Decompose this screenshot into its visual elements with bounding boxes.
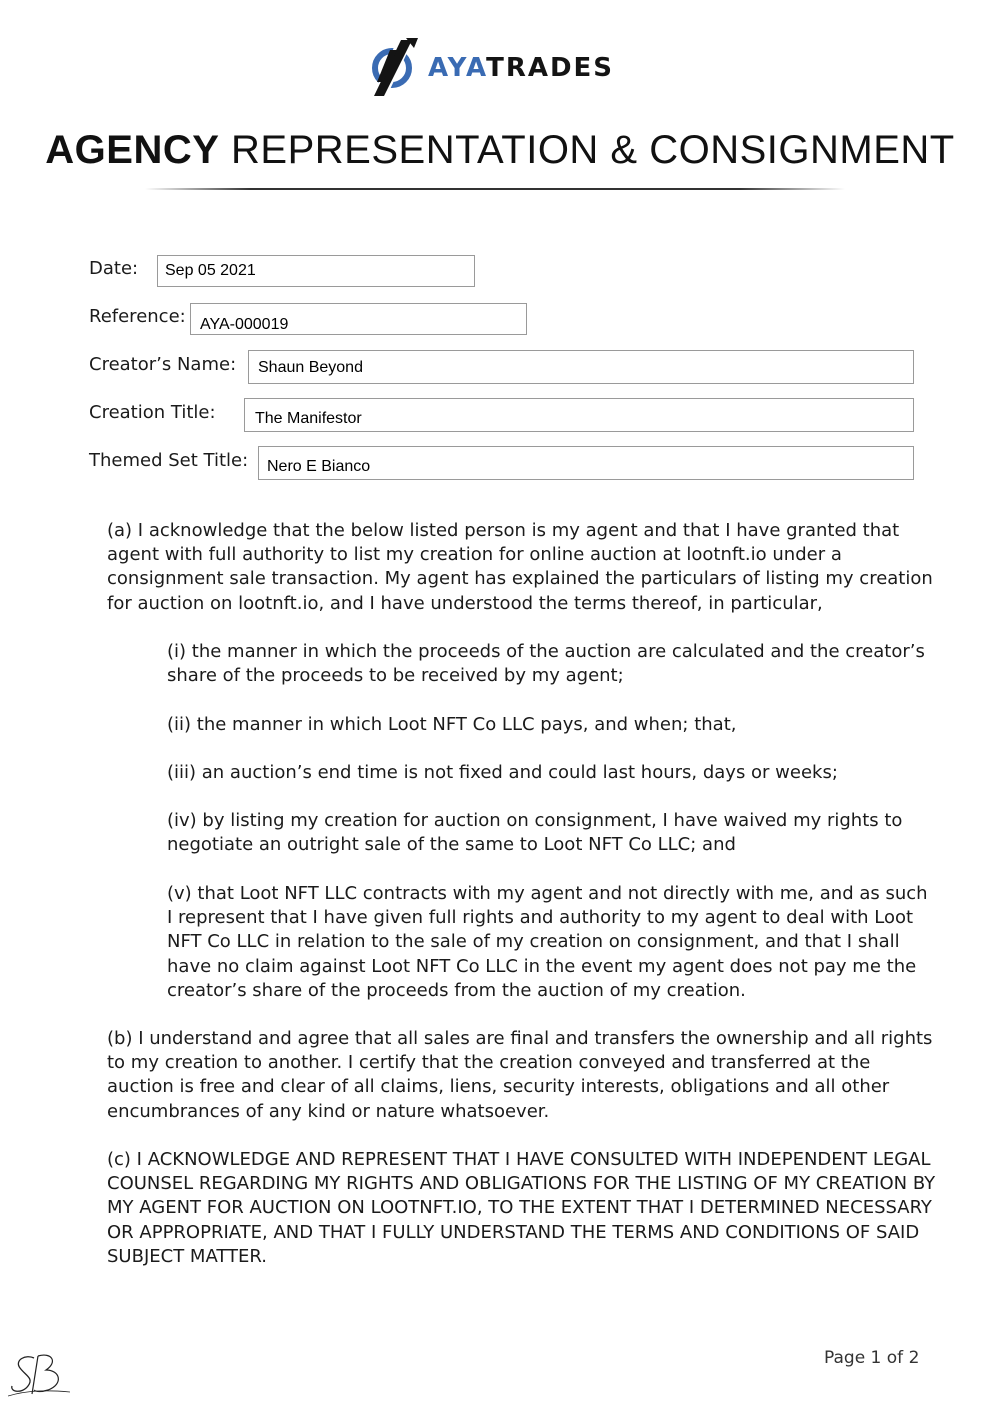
title-rest: REPRESENTATION & CONSIGNMENT: [231, 128, 955, 172]
clause-a-iii: (iii) an auction’s end time is not fixed and could last hours, days or weeks;: [167, 762, 838, 783]
ayatrades-logo-mark-icon: [368, 36, 420, 100]
themed-set-title-value: Nero E Bianco: [267, 458, 371, 475]
clause-a: (a) I acknowledge that the below listed person is my agent and that I have granted that agent with full authority to list my creation for online auction at lootnft.io under a consignment sale transaction. My agent has explained the particulars of listing my creation for auction on lootnft.io, and I have understood the terms thereof, in particular,: [107, 520, 933, 614]
clause-a-ii: (ii) the manner in which Loot NFT Co LLC pays, and when; that,: [167, 714, 737, 735]
ayatrades-logo: [368, 36, 614, 100]
logo-aya-text: AYA: [428, 53, 487, 83]
creation-title-label: Creation Title:: [89, 402, 216, 423]
clause-b: (b) I understand and agree that all sales are final and transfers the ownership and all rights to my creation to another. I certify that the creation conveyed and transferred at the auction is free and clear of all claims, liens, security interests, obligations and all other encumbrances of any kind or nature whatsoever.: [107, 1028, 933, 1122]
themed-set-title-label: Themed Set Title:: [89, 450, 249, 471]
clause-a-v: (v) that Loot NFT LLC contracts with my agent and not directly with me, and as such I represent that I have given full rights and authority to my agent to deal with Loot NFT Co LLC in relation to the sale of my creation on consignment, and that I shall have no claim against Loot NFT Co LLC in the event my agent does not pay me the creator’s share of the proceeds from the auction of my creation.: [167, 883, 928, 1001]
reference-value: AYA-000019: [200, 316, 289, 333]
creator-name-label: Creator’s Name:: [89, 354, 237, 375]
title-bold: AGENCY: [45, 128, 220, 172]
clause-c: (c) I ACKNOWLEDGE AND REPRESENT THAT I HAVE CONSULTED WITH INDEPENDENT LEGAL COUNSEL REGARDING MY RIGHTS AND OBLIGATIONS FOR THE LISTING OF MY CREATION BY MY AGENT FOR AUCTION ON LOOTNFT.IO, TO THE EXTENT THAT I DETERMINED NECESSARY OR APPROPRIATE, AND THAT I FULLY UNDERSTAND THE TERMS AND CONDITIONS OF SAID SUBJECT MATTER.: [107, 1149, 936, 1267]
date-value: Sep 05 2021: [165, 262, 256, 279]
clause-a-i: (i) the manner in which the proceeds of the auction are calculated and the creator’s share of the proceeds to be received by my agent;: [167, 641, 925, 687]
creation-title-value: The Manifestor: [255, 410, 362, 427]
document-title: [0, 128, 1000, 173]
date-label: Date:: [89, 258, 139, 279]
logo-wordmark: [428, 55, 614, 81]
title-divider: [145, 188, 845, 190]
page-number: Page 1 of 2: [824, 1348, 920, 1368]
clause-a-iv: (iv) by listing my creation for auction on consignment, I have waived my rights to negotiate an outright sale of the same to Loot NFT Co LLC; and: [167, 810, 903, 856]
creator-name-value: Shaun Beyond: [258, 359, 363, 376]
logo-trades-text: TRADES: [486, 53, 615, 83]
reference-label: Reference:: [89, 306, 186, 327]
signature-initials-icon: [8, 1352, 70, 1398]
